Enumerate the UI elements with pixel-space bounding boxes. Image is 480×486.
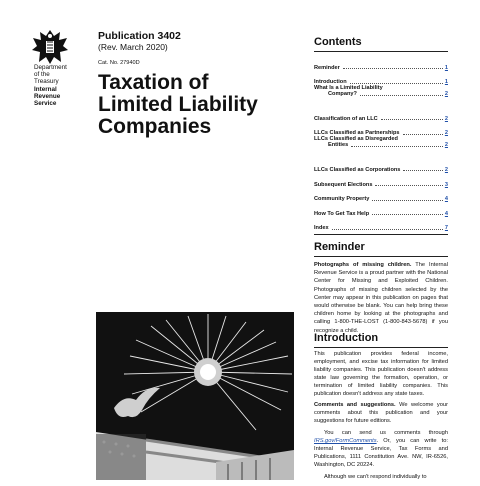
introduction-section: [314, 332, 448, 348]
revision-date: (Rev. March 2020): [98, 42, 168, 52]
toc-item[interactable]: [314, 122, 448, 137]
toc-page-link[interactable]: 4: [444, 196, 448, 203]
toc-page-link[interactable]: 2: [444, 166, 448, 173]
toc-page-link[interactable]: 1: [444, 64, 448, 71]
toc-page-link[interactable]: 3: [444, 181, 448, 188]
agency-line: of the: [34, 71, 50, 79]
dot-leader: [372, 200, 443, 201]
publication-number: Publication 3402: [98, 30, 181, 42]
dot-leader: [381, 119, 443, 120]
toc-item-label: Index: [314, 225, 329, 232]
agency-line: Service: [34, 100, 57, 108]
toc-item-label: Community Property: [314, 196, 370, 203]
title-line: Companies: [98, 115, 212, 138]
toc-page-link[interactable]: 2: [444, 91, 448, 98]
agency-line: Revenue: [34, 92, 61, 100]
catalog-number: Cat. No. 27940D: [98, 60, 140, 66]
dot-leader: [351, 146, 443, 147]
comments-lead: Comments and suggestions.: [314, 402, 396, 409]
introduction-heading: Introduction: [314, 332, 448, 348]
section-divider: [314, 234, 448, 235]
toc-item[interactable]: [314, 71, 448, 86]
dot-leader: [350, 83, 443, 84]
toc-item[interactable]: [314, 188, 448, 203]
agency-line: Internal: [34, 85, 57, 93]
reminder-lead: Photographs of missing children.: [314, 262, 412, 268]
toc-item-label: LLCs Classified as Partnerships: [314, 130, 400, 137]
document-title: [98, 72, 298, 138]
toc-item[interactable]: [314, 158, 448, 173]
toc-item-label: Subsequent Elections: [314, 181, 373, 188]
title-line: Limited Liability: [98, 93, 258, 116]
introduction-body: [314, 351, 448, 486]
agency-line: Treasury: [34, 78, 59, 86]
comments-body: We welcome your comments about this publication and your suggestions for future editions.: [314, 402, 448, 425]
toc-item-label: Reminder: [314, 64, 340, 71]
toc-item-label: Introduction: [314, 79, 347, 86]
reminder-body: The Internal Revenue Service is a proud partner with the National Center for Missing and Exploited Children. Photographs of missing children selected by the Center may appear in this publication on pages that would otherwise be blank. You can help bring these children home by looking at the photographs and calling 1-800-THE-LOST (1-800-843-5678) if you recognize a child.: [314, 262, 448, 334]
reminder-heading: Reminder: [314, 241, 448, 257]
title-line: Taxation of: [98, 71, 209, 94]
toc-item-label-cont: Entities: [328, 142, 349, 149]
toc-item[interactable]: [314, 56, 448, 71]
toc-page-link[interactable]: 2: [444, 115, 448, 122]
dot-leader: [343, 68, 443, 69]
toc-page-link[interactable]: 2: [444, 130, 448, 137]
form-comments-link[interactable]: IRS.gov/FormComments: [314, 438, 377, 445]
toc-item[interactable]: [314, 173, 448, 188]
send-pre: You can send us comments through: [324, 430, 448, 437]
toc-item[interactable]: [314, 107, 448, 122]
dot-leader: [403, 134, 443, 135]
table-of-contents: [314, 56, 448, 231]
send-post: . Or, you can write to: Internal Revenue Service, Tax Forms and Publications, 1111 Constitution Ave. NW, IR-6526, Washington, DC 20224.: [314, 438, 448, 468]
toc-item-label: What Is a Limited Liability: [314, 85, 383, 92]
toc-item[interactable]: [314, 202, 448, 217]
contents-heading: Contents: [314, 36, 448, 52]
last-paragraph: Although we can't respond individually to: [324, 473, 427, 480]
toc-item[interactable]: [314, 85, 448, 107]
dot-leader: [372, 214, 443, 215]
toc-item[interactable]: [314, 217, 448, 232]
toc-page-link[interactable]: 2: [444, 142, 448, 149]
cover-photo: [96, 312, 294, 480]
agency-line: Department: [34, 64, 67, 71]
intro-paragraph: This publication provides federal income, employment, and excise tax information for limited liability companies. This publication doesn't address state law governing the formation, operation, or termination of limited liability companies. This publication doesn't address any state taxes.: [314, 351, 448, 397]
toc-item[interactable]: [314, 136, 448, 158]
agency-name: [34, 64, 67, 107]
contents-section: [314, 36, 448, 52]
toc-item-label: LLCs Classified as Corporations: [314, 166, 401, 173]
reminder-paragraph: [314, 261, 448, 335]
dot-leader: [332, 229, 443, 230]
toc-item-label: How To Get Tax Help: [314, 210, 370, 217]
dot-leader: [360, 95, 443, 96]
toc-item-label-cont: Company?: [328, 91, 357, 98]
toc-page-link[interactable]: 7: [444, 225, 448, 232]
comments-paragraph: [314, 402, 448, 426]
irs-eagle-logo: [30, 28, 70, 66]
toc-item-label: Classification of an LLC: [314, 115, 378, 122]
dot-leader: [375, 185, 442, 186]
toc-page-link[interactable]: 4: [444, 210, 448, 217]
send-comments-paragraph: [314, 430, 448, 470]
toc-page-link[interactable]: 1: [444, 79, 448, 86]
reminder-section: [314, 241, 448, 257]
dot-leader: [403, 170, 442, 171]
toc-item-label: LLCs Classified as Disregarded: [314, 136, 398, 143]
